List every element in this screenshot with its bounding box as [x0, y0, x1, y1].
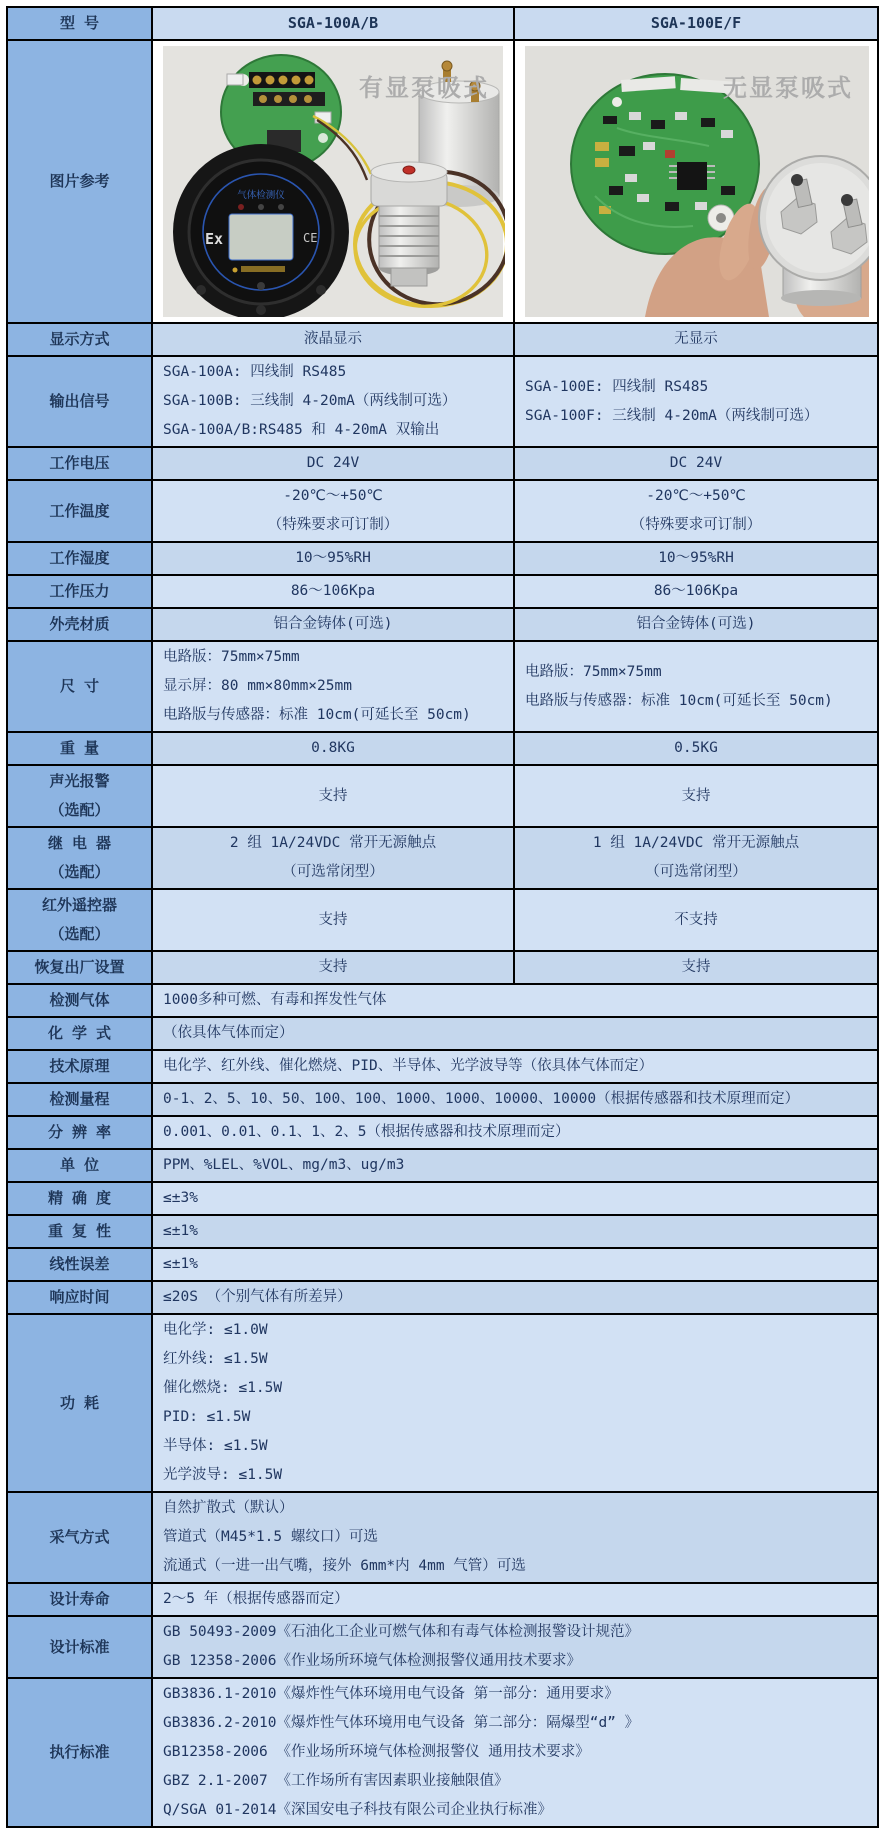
row-label: [7, 827, 152, 889]
row-label: [7, 1616, 152, 1678]
row-label: [7, 1050, 152, 1083]
row-label-text: 响应时间: [49, 1288, 110, 1306]
ex-mark-text: Ex: [205, 230, 224, 248]
row-label: [7, 608, 152, 641]
row-value-text: 0.001、0.01、0.1、1、2、5（根据传感器和技术原理而定）: [163, 1124, 570, 1140]
row-label: [7, 542, 152, 575]
row-value-cell: [514, 827, 878, 889]
row-label-text: 重 复 性: [47, 1222, 112, 1240]
table-row: [7, 1083, 878, 1116]
row-label-text: 工作湿度: [49, 549, 110, 567]
row-value-cell: [152, 951, 514, 984]
row-value-text: 电路版与传感器：标准 10cm(可延长至 50cm): [163, 707, 471, 723]
photo-row: [7, 40, 878, 323]
table-row: [7, 889, 878, 951]
row-value-text: 管道式（M45*1.5 螺纹口）可选: [163, 1529, 378, 1545]
model-row-label: [7, 7, 152, 40]
model-a-text: SGA-100A/B: [287, 14, 379, 32]
photo-cell-b: [514, 40, 878, 323]
row-value-cell: [514, 765, 878, 827]
photo-row-label: [7, 40, 152, 323]
row-value-text: PPM、%LEL、%VOL、mg/m3、ug/m3: [163, 1157, 405, 1173]
row-label: [7, 356, 152, 447]
diffusion-sensor: [371, 162, 447, 286]
gauge-title-text: 气体检测仪: [237, 190, 285, 201]
row-label: [7, 1116, 152, 1149]
row-value-cell: [514, 542, 878, 575]
row-value-text: 自然扩散式（默认）: [163, 1500, 294, 1516]
row-label: [7, 765, 152, 827]
row-value-cell: [152, 1616, 878, 1678]
row-label-text: 红外遥控器: [41, 896, 117, 914]
row-value-text: 电化学: ≤1.0W: [163, 1322, 268, 1338]
watermark-right: 无显泵吸式: [723, 74, 853, 102]
row-label: [7, 1248, 152, 1281]
row-label-text: 重 量: [59, 739, 100, 757]
row-value-cell: [514, 480, 878, 542]
row-label-text: 功 耗: [59, 1393, 100, 1412]
row-value-text: -20℃～+50℃: [283, 488, 383, 504]
row-value-text: PID: ≤1.5W: [163, 1409, 251, 1425]
row-value-text: 红外线: ≤1.5W: [163, 1351, 268, 1367]
row-value-text: 电路版：75mm×75mm: [525, 663, 662, 680]
row-value-text: 不支持: [674, 911, 718, 928]
row-value-cell: [152, 323, 514, 356]
row-value-cell: [152, 1050, 878, 1083]
row-label-text: 线性误差: [49, 1255, 110, 1273]
row-value-text: ≤±3%: [163, 1190, 198, 1206]
table-row: [7, 575, 878, 608]
table-row: [7, 732, 878, 765]
row-label-text: 工作压力: [49, 582, 110, 600]
row-value-text: 86～106Kpa: [290, 583, 376, 599]
row-label-text: 技术原理: [49, 1057, 110, 1075]
table-row: [7, 984, 878, 1017]
row-value-text: 半导体: ≤1.5W: [163, 1438, 268, 1454]
row-value-cell: [514, 575, 878, 608]
row-value-cell: [152, 765, 514, 827]
row-value-text: 电路版与传感器：标准 10cm(可延长至 50cm): [525, 692, 833, 709]
table-row: [7, 608, 878, 641]
row-value-text: 液晶显示: [304, 331, 362, 347]
table-row: [7, 447, 878, 480]
row-value-cell: [152, 1116, 878, 1149]
row-label: [7, 1583, 152, 1616]
row-value-text: （可选常闭型）: [645, 864, 747, 880]
row-value-text: 铝合金铸体(可选): [273, 616, 393, 632]
row-value-text: 支持: [318, 911, 348, 928]
row-value-cell: [152, 1314, 878, 1492]
row-value-text: GB3836.1-2010《爆炸性气体环境用电气设备 第一部分：通用要求》: [163, 1686, 619, 1702]
row-value-text: （特殊要求可订制）: [630, 517, 762, 533]
row-value-text: GB3836.2-2010《爆炸性气体环境用电气设备 第二部分：隔爆型“d” 》: [163, 1715, 640, 1731]
row-value-cell: [514, 732, 878, 765]
row-label: [7, 323, 152, 356]
row-value-cell: [152, 1149, 878, 1182]
table-row: [7, 827, 878, 889]
table-row: [7, 1583, 878, 1616]
row-value-cell: [514, 447, 878, 480]
row-value-cell: [152, 1492, 878, 1583]
row-label-text: 显示方式: [49, 330, 110, 348]
row-label: [7, 1281, 152, 1314]
row-label-text: 检测量程: [49, 1090, 110, 1108]
row-value-cell: [152, 732, 514, 765]
model-b-text: SGA-100E/F: [650, 14, 742, 32]
row-value-text: 支持: [318, 787, 348, 804]
row-value-cell: [152, 1215, 878, 1248]
row-value-text: 0.5KG: [674, 740, 718, 756]
row-value-text: SGA-100A: 四线制 RS485: [163, 364, 347, 380]
photo-cell-a: [152, 40, 514, 323]
row-value-text: 0.8KG: [311, 740, 355, 756]
table-row: [7, 1314, 878, 1492]
spec-table: [6, 6, 879, 1828]
row-value-cell: [152, 542, 514, 575]
row-value-cell: [514, 951, 878, 984]
photo-label-text: 图片参考: [49, 172, 110, 190]
row-value-text: 电路版：75mm×75mm: [163, 649, 300, 665]
row-label-text: 单 位: [59, 1156, 100, 1174]
row-value-text: GBZ 2.1-2007 《工作场所有害因素职业接触限值》: [163, 1773, 509, 1789]
row-label-text: 尺 寸: [59, 677, 100, 695]
row-value-text: DC 24V: [306, 455, 360, 471]
row-value-text: ≤20S （个别气体有所差异）: [163, 1289, 352, 1305]
row-label-text: 外壳材质: [49, 615, 110, 633]
row-value-text: 无显示: [674, 331, 718, 347]
row-value-text: SGA-100F: 三线制 4-20mA（两线制可选）: [525, 407, 819, 424]
row-label: [7, 984, 152, 1017]
row-value-cell: [514, 356, 878, 447]
row-label: [7, 447, 152, 480]
row-label-text: 设计标准: [49, 1637, 110, 1656]
row-label: [7, 1678, 152, 1827]
row-label: [7, 1017, 152, 1050]
row-label: [7, 641, 152, 732]
row-value-text: （可选常闭型）: [282, 864, 384, 880]
row-value-text: Q/SGA 01-2014《深国安电子科技有限公司企业执行标准》: [163, 1802, 552, 1818]
table-row: [7, 1050, 878, 1083]
table-row: [7, 1248, 878, 1281]
table-row: [7, 542, 878, 575]
row-value-text: （特殊要求可订制）: [267, 517, 399, 533]
row-value-text: DC 24V: [669, 455, 723, 471]
row-value-text: SGA-100B: 三线制 4-20mA（两线制可选）: [163, 393, 457, 409]
row-label: [7, 1149, 152, 1182]
table-row: [7, 1616, 878, 1678]
row-value-text: 0-1、2、5、10、50、100、100、1000、1000、10000、10000（根据传感器和技术原理而定）: [163, 1091, 800, 1107]
row-value-cell: [152, 447, 514, 480]
row-value-text: -20℃～+50℃: [646, 488, 746, 504]
row-value-cell: [514, 608, 878, 641]
row-label: [7, 951, 152, 984]
row-label: [7, 575, 152, 608]
row-value-text: SGA-100A/B:RS485 和 4-20mA 双输出: [163, 422, 440, 438]
ce-mark-text: CE: [303, 231, 318, 245]
row-value-cell: [152, 827, 514, 889]
table-row: [7, 951, 878, 984]
row-value-cell: [514, 323, 878, 356]
row-value-text: ≤±1%: [163, 1223, 198, 1239]
row-label: [7, 1215, 152, 1248]
row-value-cell: [152, 1017, 878, 1050]
row-value-text: GB12358-2006 《作业场所环境气体检测报警仪 通用技术要求》: [163, 1744, 590, 1760]
row-value-cell: [152, 1281, 878, 1314]
row-value-text: 1 组 1A/24VDC 常开无源触点: [592, 835, 800, 851]
table-row: [7, 1017, 878, 1050]
row-label-text: 输出信号: [49, 392, 110, 410]
row-label: [7, 732, 152, 765]
row-label: [7, 1314, 152, 1492]
row-value-cell: [152, 889, 514, 951]
row-value-cell: [152, 356, 514, 447]
row-value-cell: [152, 1248, 878, 1281]
row-label: [7, 1083, 152, 1116]
table-row: [7, 1281, 878, 1314]
row-value-cell: [152, 984, 878, 1017]
row-label-text: 工作电压: [49, 454, 110, 472]
model-header-row: [7, 7, 878, 40]
product-photo-a: [163, 46, 503, 317]
row-label-text: 恢复出厂设置: [34, 958, 125, 976]
row-value-text: 流通式（一进一出气嘴，接外 6mm*内 4mm 气管）可选: [163, 1558, 526, 1574]
row-label-text: 声光报警: [49, 772, 110, 790]
row-label-text: 精 确 度: [47, 1189, 112, 1207]
row-value-cell: [152, 1678, 878, 1827]
row-label-text: （选配）: [49, 925, 110, 943]
row-value-cell: [152, 480, 514, 542]
row-value-text: （依具体气体而定）: [163, 1025, 294, 1041]
row-value-cell: [514, 889, 878, 951]
row-label-text: 执行标准: [49, 1743, 110, 1761]
row-value-cell: [152, 608, 514, 641]
row-value-text: 支持: [681, 787, 711, 804]
table-row: [7, 1492, 878, 1583]
table-row: [7, 765, 878, 827]
row-label-text: （选配）: [49, 801, 110, 819]
row-value-cell: [152, 575, 514, 608]
row-label-text: 采气方式: [49, 1528, 110, 1546]
row-label: [7, 480, 152, 542]
row-label-text: 化 学 式: [47, 1024, 112, 1042]
table-row: [7, 1149, 878, 1182]
row-label: [7, 889, 152, 951]
watermark-left: 有显泵吸式: [359, 74, 489, 102]
model-a-header: [152, 7, 514, 40]
row-value-cell: [152, 1083, 878, 1116]
row-value-text: 1000多种可燃、有毒和挥发性气体: [163, 992, 387, 1008]
row-value-text: 10～95%RH: [658, 550, 734, 566]
row-value-text: 催化燃烧: ≤1.5W: [163, 1380, 283, 1396]
row-label-text: （选配）: [49, 863, 110, 881]
row-value-text: 2 组 1A/24VDC 常开无源触点: [229, 835, 437, 851]
row-label-text: 设计寿命: [49, 1590, 110, 1608]
row-value-text: ≤±1%: [163, 1256, 198, 1272]
table-row: [7, 323, 878, 356]
row-label-text: 分 辨 率: [47, 1123, 112, 1141]
table-row: [7, 1215, 878, 1248]
row-value-text: GB 12358-2006《作业场所环境气体检测报警仪通用技术要求》: [163, 1653, 581, 1669]
row-value-cell: [152, 1583, 878, 1616]
row-label: [7, 1182, 152, 1215]
table-row: [7, 356, 878, 447]
table-row: [7, 1116, 878, 1149]
row-value-text: 支持: [318, 959, 348, 975]
model-label-text: 型 号: [59, 14, 100, 32]
row-value-text: 2～5 年（根据传感器而定）: [163, 1591, 349, 1607]
table-row: [7, 641, 878, 732]
row-value-cell: [152, 1182, 878, 1215]
row-value-text: GB 50493-2009《石油化工企业可燃气体和有毒气体检测报警设计规范》: [163, 1624, 639, 1640]
row-value-text: SGA-100E: 四线制 RS485: [525, 378, 709, 395]
spec-rows-container: [7, 323, 878, 1827]
row-value-text: 显示屏：80 mm×80mm×25mm: [163, 678, 352, 694]
row-label: [7, 1492, 152, 1583]
row-value-text: 10～95%RH: [295, 550, 371, 566]
table-row: [7, 480, 878, 542]
table-row: [7, 1678, 878, 1827]
row-label-text: 检测气体: [49, 991, 110, 1009]
row-label-text: 工作温度: [49, 501, 110, 520]
row-value-cell: [514, 641, 878, 732]
row-value-text: 86～106Kpa: [653, 583, 739, 599]
row-value-text: 铝合金铸体(可选): [636, 616, 756, 632]
row-value-text: 支持: [681, 959, 711, 975]
row-value-cell: [152, 641, 514, 732]
model-b-header: [514, 7, 878, 40]
row-value-text: 光学波导: ≤1.5W: [163, 1467, 283, 1483]
product-photo-b: [525, 46, 867, 317]
row-value-text: 电化学、红外线、催化燃烧、PID、半导体、光学波导等（依具体气体而定）: [163, 1058, 654, 1074]
row-label-text: 继 电 器: [47, 834, 112, 852]
table-row: [7, 1182, 878, 1215]
